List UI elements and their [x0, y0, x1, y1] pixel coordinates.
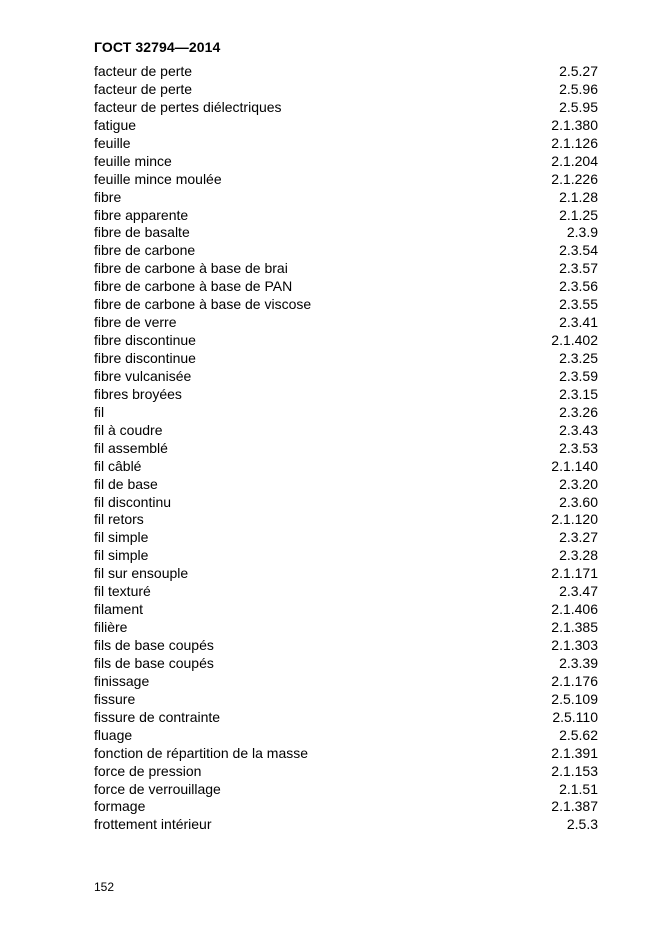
index-entry — [94, 332, 598, 350]
index-term: fil à coudre — [94, 421, 163, 438]
index-entry — [94, 207, 598, 225]
index-reference: 2.1.385 — [551, 619, 598, 636]
index-entry — [94, 242, 598, 260]
index-entry — [94, 63, 598, 81]
index-reference: 2.5.109 — [551, 690, 598, 707]
index-term: fibre discontinue — [94, 350, 196, 366]
index-reference: 2.3.27 — [559, 529, 598, 546]
index-entry — [94, 655, 598, 673]
index-term: frottement intérieur — [94, 816, 212, 833]
index-entry — [94, 422, 598, 440]
index-entry — [94, 673, 598, 691]
index-reference: 2.3.43 — [559, 421, 598, 438]
index-reference: 2.3.28 — [559, 547, 598, 564]
index-term: force de pression — [94, 762, 202, 779]
term-index-list — [94, 63, 598, 834]
index-term: fibre de carbone à base de brai — [94, 260, 288, 277]
index-term: fil simple — [94, 529, 149, 546]
index-entry — [94, 350, 598, 368]
index-entry — [94, 547, 598, 565]
index-entry — [94, 153, 598, 171]
index-entry — [94, 314, 598, 332]
index-reference: 2.1.153 — [551, 762, 598, 779]
index-entry — [94, 529, 598, 547]
index-term: fibre de carbone à base de PAN — [94, 278, 293, 295]
index-reference: 2.3.15 — [559, 385, 598, 402]
index-term: fibre discontinue — [94, 332, 196, 349]
index-entry — [94, 763, 598, 781]
index-term: fil — [94, 403, 105, 420]
index-term: fibre de carbone — [94, 242, 196, 259]
index-entry — [94, 745, 598, 763]
index-term: fibre vulcanisée — [94, 367, 192, 384]
index-entry — [94, 404, 598, 422]
index-term: fil simple — [94, 547, 149, 564]
index-reference: 2.1.171 — [551, 565, 598, 582]
index-entry — [94, 189, 598, 207]
index-reference: 2.1.402 — [551, 332, 598, 349]
index-entry — [94, 727, 598, 745]
index-reference: 2.3.54 — [559, 242, 598, 259]
index-entry — [94, 278, 598, 296]
index-term: fissure — [94, 690, 136, 707]
index-entry — [94, 440, 598, 458]
index-term: fil de base — [94, 475, 158, 492]
index-term: force de verrouillage — [94, 780, 221, 797]
index-reference: 2.3.25 — [559, 350, 598, 366]
index-term: filament — [94, 601, 144, 618]
index-reference: 2.1.28 — [559, 188, 598, 205]
index-term: feuille mince — [94, 152, 172, 169]
index-entry — [94, 368, 598, 386]
index-entry — [94, 798, 598, 816]
index-entry — [94, 816, 598, 834]
index-term: feuille mince moulée — [94, 170, 222, 187]
index-reference: 2.5.95 — [559, 98, 598, 115]
index-term: fil retors — [94, 511, 144, 528]
index-entry — [94, 135, 598, 153]
index-reference: 2.5.110 — [552, 708, 598, 725]
index-term: fibre de basalte — [94, 224, 190, 241]
index-entry — [94, 511, 598, 529]
index-term: fissure de contrainte — [94, 708, 221, 725]
index-reference: 2.1.140 — [551, 457, 598, 474]
index-entry — [94, 583, 598, 601]
index-entry — [94, 637, 598, 655]
index-reference: 2.5.27 — [559, 63, 598, 79]
page-number: 152 — [94, 880, 115, 894]
index-entry — [94, 260, 598, 278]
index-entry — [94, 99, 598, 117]
index-term: fils de base coupés — [94, 637, 214, 653]
index-reference: 2.1.406 — [551, 601, 598, 618]
index-reference: 2.3.20 — [559, 475, 598, 492]
document-header: ГОСТ 32794—2014 — [94, 39, 221, 55]
index-reference: 2.1.51 — [559, 780, 598, 797]
index-term: fibre — [94, 188, 122, 205]
index-reference: 2.1.176 — [551, 672, 598, 689]
index-entry — [94, 224, 598, 242]
index-reference: 2.3.55 — [559, 296, 598, 313]
index-entry — [94, 619, 598, 637]
index-reference: 2.3.39 — [559, 654, 598, 671]
index-term: facteur de perte — [94, 80, 193, 97]
index-reference: 2.1.204 — [551, 152, 598, 169]
index-entry — [94, 565, 598, 583]
index-entry — [94, 81, 598, 99]
index-reference: 2.3.53 — [559, 439, 598, 456]
index-entry — [94, 601, 598, 619]
index-term: fluage — [94, 726, 133, 743]
index-reference: 2.1.303 — [551, 637, 598, 653]
index-term: facteur de pertes diélectriques — [94, 98, 282, 115]
index-term: fil câblé — [94, 457, 142, 474]
index-entry — [94, 386, 598, 404]
index-term: fibre de verre — [94, 314, 177, 331]
index-term: feuille — [94, 134, 131, 151]
index-entry — [94, 494, 598, 512]
index-entry — [94, 117, 598, 135]
index-term: fibres broyées — [94, 385, 182, 402]
index-term: fatigue — [94, 116, 137, 133]
index-reference: 2.1.126 — [551, 134, 598, 151]
index-term: filière — [94, 619, 128, 636]
index-term: facteur de perte — [94, 63, 193, 79]
index-entry — [94, 781, 598, 799]
index-reference: 2.3.41 — [559, 314, 598, 331]
index-reference: 2.1.387 — [551, 798, 598, 815]
index-term: fil assemblé — [94, 439, 168, 456]
index-term: fonction de répartition de la masse — [94, 744, 309, 761]
index-term: fil sur ensouple — [94, 565, 189, 582]
index-term: fibre apparente — [94, 206, 189, 223]
index-reference: 2.3.60 — [559, 493, 598, 510]
index-entry — [94, 171, 598, 189]
index-reference: 2.3.59 — [559, 367, 598, 384]
index-reference: 2.3.47 — [559, 583, 598, 600]
index-reference: 2.5.3 — [566, 816, 598, 833]
index-entry — [94, 691, 598, 709]
index-reference: 2.1.380 — [551, 116, 598, 133]
index-term: fil texturé — [94, 583, 151, 600]
index-term: formage — [94, 798, 146, 815]
index-reference: 2.3.9 — [566, 224, 598, 241]
index-term: finissage — [94, 672, 150, 689]
index-reference: 2.1.226 — [551, 170, 598, 187]
index-reference: 2.1.120 — [551, 511, 598, 528]
index-term: fils de base coupés — [94, 654, 214, 671]
index-reference: 2.3.26 — [559, 403, 598, 420]
index-reference: 2.5.96 — [559, 80, 598, 97]
index-reference: 2.3.57 — [559, 260, 598, 277]
index-entry — [94, 458, 598, 476]
index-term: fibre de carbone à base de viscose — [94, 296, 312, 313]
index-term: fil discontinu — [94, 493, 172, 510]
index-entry — [94, 296, 598, 314]
index-reference: 2.3.56 — [559, 278, 598, 295]
index-entry — [94, 476, 598, 494]
index-reference: 2.1.391 — [551, 744, 598, 761]
index-reference: 2.1.25 — [559, 206, 598, 223]
index-reference: 2.5.62 — [559, 726, 598, 743]
index-entry — [94, 709, 598, 727]
